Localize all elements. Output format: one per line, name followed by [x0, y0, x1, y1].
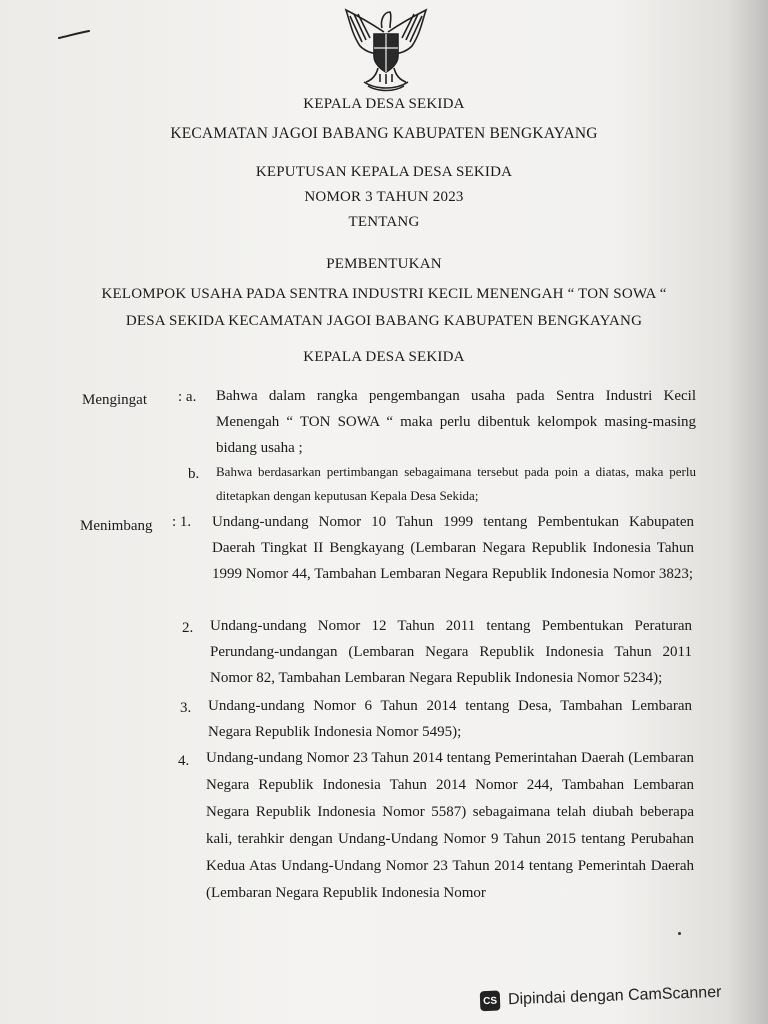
garuda-emblem-icon	[336, 2, 436, 94]
decree-about: TENTANG	[348, 214, 420, 230]
decree-number: NOMOR 3 TAHUN 2023	[304, 189, 464, 205]
mengingat-b-marker: b.	[188, 466, 200, 482]
menimbang-1-text: Undang-undang Nomor 10 Tahun 1999 tentang Pembentukan Kabupaten Daerah Tingkat II Bengkayang (Lembaran Negara Republik Indonesia Tahun 1999 Nomor 44, Tambahan Lembaran Negara Republik Indonesia Nomor 3823;	[212, 514, 694, 582]
decree-subject-line2: DESA SEKIDA KECAMATAN JAGOI BABANG KABUPATEN BENGKAYANG	[125, 313, 643, 329]
decree-title: KEPUTUSAN KEPALA DESA SEKIDA	[255, 164, 513, 180]
menimbang-2-marker: 2.	[182, 620, 194, 636]
menimbang-label: Menimbang	[80, 518, 153, 534]
speck	[678, 932, 681, 935]
header-subtitle: KECAMATAN JAGOI BABANG KABUPATEN BENGKAYANG	[170, 125, 598, 142]
header-title: KEPALA DESA SEKIDA	[303, 96, 465, 112]
camscanner-text: Dipindai dengan CamScanner	[507, 983, 722, 1009]
issuer-heading: KEPALA DESA SEKIDA	[303, 349, 465, 365]
mengingat-a-marker: : a.	[178, 389, 197, 405]
camscanner-logo-icon: CS	[480, 991, 501, 1012]
menimbang-2-text: Undang-undang Nomor 12 Tahun 2011 tentang Pembentukan Peraturan Perundang-undangan (Lembaran Negara Republik Indonesia Tahun 2011 Nomor 82, Tambahan Lembaran Negara Republik Indonesia Nomor 5234);	[210, 618, 692, 686]
mengingat-label: Mengingat	[82, 392, 147, 408]
decree-subject-line1: KELOMPOK USAHA PADA SENTRA INDUSTRI KECIL MENENGAH “ TON SOWA “	[101, 286, 667, 302]
menimbang-1-marker: : 1.	[172, 514, 192, 530]
mengingat-b-text: Bahwa berdasarkan pertimbangan sebagaimana tersebut pada poin a diatas, maka perlu ditetapkan dengan keputusan Kepala Desa Sekida;	[216, 464, 696, 503]
camscanner-watermark	[480, 980, 722, 1014]
page-edge-shadow	[728, 0, 768, 1024]
menimbang-4-marker: 4.	[178, 753, 190, 769]
menimbang-4-text: Undang-undang Nomor 23 Tahun 2014 tentang Pemerintahan Daerah (Lembaran Negara Republik Indonesia Tahun 2014 Nomor 244, Tambahan Lembaran Negara Republik Indonesia Nomor 5587) sebagaimana telah diubah beberapa kali, terahkir dengan Undang-Undang Nomor 9 Tahun 2015 tentang Perubahan Kedua Atas Undang-Undang Nomor 23 Tahun 2014 tentang Pemerintah Daerah (Lembaran Negara Republik Indonesia Nomor	[206, 750, 694, 901]
menimbang-3-marker: 3.	[180, 700, 192, 716]
decree-subject: PEMBENTUKAN	[326, 256, 442, 272]
pen-mark-icon	[58, 30, 90, 40]
menimbang-3-text: Undang-undang Nomor 6 Tahun 2014 tentang Desa, Tambahan Lembaran Negara Republik Indonesia Nomor 5495);	[208, 698, 692, 740]
mengingat-a-text: Bahwa dalam rangka pengembangan usaha pada Sentra Industri Kecil Menengah “ TON SOWA “ maka perlu dibentuk kelompok masing-masing bidang usaha ;	[216, 388, 696, 456]
